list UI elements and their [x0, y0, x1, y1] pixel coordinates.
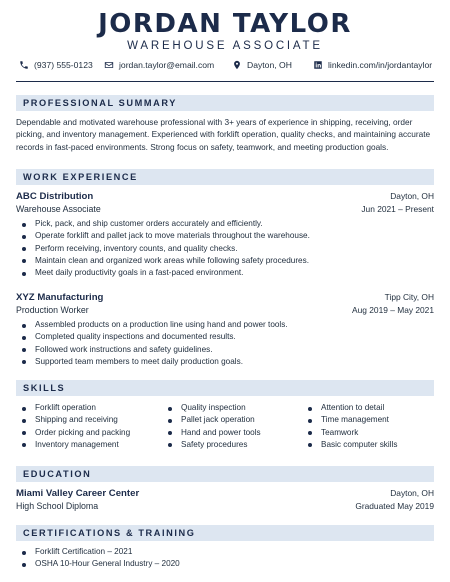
list-item: Completed quality inspections and documented results.	[18, 331, 288, 343]
candidate-name: JORDAN TAYLOR	[98, 9, 352, 39]
job-title: WAREHOUSE ASSOCIATE	[127, 40, 323, 52]
certifications-list	[18, 546, 180, 571]
company-name: ABC Distribution	[16, 191, 94, 202]
list-item: Perform receiving, inventory counts, and quality checks.	[18, 243, 310, 255]
list-item: Pick, pack, and ship customer orders accurately and efficiently.	[18, 218, 310, 230]
skills-column	[304, 402, 397, 451]
education-header	[16, 488, 434, 500]
job-subheader	[16, 204, 434, 216]
list-item: Maintain clean and organized work areas while following safety procedures.	[18, 255, 310, 267]
education-subheader	[16, 501, 434, 513]
list-item: Quality inspection	[164, 402, 261, 414]
school-location: Dayton, OH	[390, 488, 434, 498]
list-item: Inventory management	[18, 439, 130, 451]
list-item: Supported team members to meet daily production goals.	[18, 356, 288, 368]
company-name: XYZ Manufacturing	[16, 292, 104, 303]
list-item: Forklift Certification – 2021	[18, 546, 180, 558]
list-item: Shipping and receiving	[18, 414, 130, 426]
list-item: Basic computer skills	[304, 439, 397, 451]
graduation-date: Graduated May 2019	[355, 501, 434, 511]
job-dates: Aug 2019 – May 2021	[352, 305, 434, 315]
list-item: Attention to detail	[304, 402, 397, 414]
summary-heading: PROFESSIONAL SUMMARY	[16, 95, 434, 111]
education-heading: EDUCATION	[16, 466, 434, 482]
school-name: Miami Valley Career Center	[16, 488, 140, 499]
location-text: Dayton, OH	[247, 60, 292, 70]
degree: High School Diploma	[16, 501, 99, 511]
job-bullets	[18, 319, 288, 368]
list-item: Order picking and packing	[18, 427, 130, 439]
skills-column	[18, 402, 130, 451]
job-dates: Jun 2021 – Present	[361, 204, 434, 214]
list-item: Forklift operation	[18, 402, 130, 414]
contact-linkedin[interactable]	[313, 60, 432, 70]
job-subheader	[16, 305, 434, 317]
list-item: Operate forklift and pallet jack to move materials throughout the warehouse.	[18, 230, 310, 242]
list-item: OSHA 10-Hour General Industry – 2020	[18, 558, 180, 570]
job-header	[16, 191, 434, 203]
contact-email[interactable]	[104, 60, 214, 70]
linkedin-text[interactable]: linkedin.com/in/jordantaylor	[328, 60, 433, 70]
header-divider	[16, 81, 434, 82]
contact-bar	[0, 60, 450, 74]
location-pin-icon	[232, 60, 242, 70]
envelope-icon	[104, 60, 114, 70]
job-location: Dayton, OH	[390, 191, 434, 201]
job-role: Warehouse Associate	[16, 204, 101, 214]
experience-heading: WORK EXPERIENCE	[16, 169, 434, 185]
list-item: Safety procedures	[164, 439, 261, 451]
certifications-heading: CERTIFICATIONS & TRAINING	[16, 525, 434, 541]
email-text[interactable]: jordan.taylor@email.com	[119, 60, 215, 70]
list-item: Pallet jack operation	[164, 414, 261, 426]
summary-text: Dependable and motivated warehouse professional with 3+ years of experience in shipping, receiving, order picking, and inventory management. Experienced with forklift operation, quality checks, and maintaining accurate records in fast-paced environments. Strong focus on safety, teamwork, and meeting production goals.	[16, 117, 431, 152]
contact-phone	[19, 60, 93, 70]
list-item: Followed work instructions and safety guidelines.	[18, 344, 288, 356]
list-item: Hand and power tools	[164, 427, 261, 439]
phone-icon	[19, 60, 29, 70]
job-location: Tipp City, OH	[384, 292, 434, 302]
skills-heading: SKILLS	[16, 380, 434, 396]
list-item: Assembled products on a production line using hand and power tools.	[18, 319, 288, 331]
job-bullets	[18, 218, 310, 279]
contact-location	[232, 60, 292, 70]
list-item: Teamwork	[304, 427, 397, 439]
linkedin-icon	[313, 60, 323, 70]
list-item: Time management	[304, 414, 397, 426]
phone-text: (937) 555-0123	[34, 60, 93, 70]
job-header	[16, 292, 434, 304]
skills-column	[164, 402, 261, 451]
job-role: Production Worker	[16, 305, 89, 315]
list-item: Meet daily productivity goals in a fast-paced environment.	[18, 267, 310, 279]
